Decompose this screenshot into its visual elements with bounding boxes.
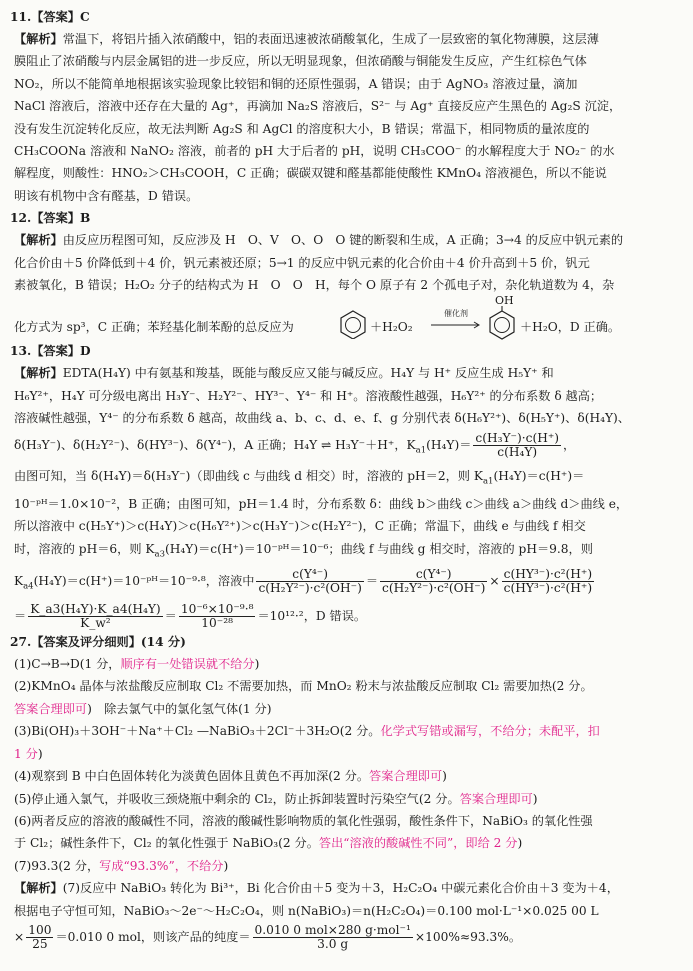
q13-line-3: 溶液碱性越强，Y⁴⁻ 的分布系数 δ 越高，故曲线 a、b、c、d、e、f、g 分别代表 δ(H₆Y²⁺)、δ(H₅Y⁺)、δ(H₄Y)、 — [14, 411, 630, 426]
q13-answer-tag: 【答案】 — [31, 344, 80, 359]
reaction-arrow-icon — [430, 321, 482, 329]
q27-analysis-1 — [10, 877, 677, 899]
q13-l5-sub: a1 — [482, 476, 494, 487]
q12-text-1: 由反应历程图可知，反应涉及 H O、V O、O O 键的断裂和生成，A 正确；3→4 的反应中钒元素的 — [62, 233, 624, 248]
q13-l4a: δ(H₃Y⁻)、δ(H₂Y²⁻)、δ(HY³⁻)、δ(Y⁴⁻)，A 正确；H₄Y ⇌ H₃Y⁻＋H⁺，K — [14, 437, 416, 452]
q12-answer-tag: 【答案】 — [31, 211, 80, 226]
q11-answer: C — [79, 10, 90, 24]
q11-line-8: 明该有机物中含有醛基，D 错误。 — [14, 188, 199, 203]
q13-l8b: (H₄Y)＝c(H⁺)＝10⁻ᵖᴴ＝10⁻⁶；曲线 f 与曲线 g 相交时，溶液的 pH＝9.8，则 — [165, 541, 593, 556]
k-product-numerator: K_a3(H₄Y)·K_a4(H₄Y) — [30, 602, 161, 617]
q11-line-1 — [10, 28, 677, 50]
dilution-numerator: 100 — [28, 922, 52, 937]
q13-line-7: 所以溶液中 c(H₅Y⁺)＞c(H₄Y)＞c(H₆Y²⁺)＞c(H₃Y⁻)＞c(H₂Y²⁻)，C 正确；常温下，曲线 e 与曲线 f 相交 — [14, 519, 586, 534]
q13-l4-sub: a1 — [415, 445, 427, 456]
q27-p1-end: ) — [254, 657, 260, 672]
q13-text-1: EDTA(H₄Y) 中有氨基和羧基，既能与酸反应又能与碱反应。H₄Y 与 H⁺ 反应生成 H₅Y⁺ 和 — [62, 366, 554, 381]
q27-number: 27. — [10, 635, 32, 650]
dilution-denominator: 25 — [32, 936, 48, 951]
q13-l9b: (H₄Y)＝c(H⁺)＝10⁻ᵖᴴ＝10⁻⁹·⁸，溶液中 — [33, 573, 255, 588]
q11-line-2: 膜阻止了浓硝酸与内层金属铝的进一步反应，所以无明显现象，但浓硝酸与铜能发生反应，产生红棕色气体 — [14, 54, 587, 69]
q27-item-1 — [10, 653, 677, 675]
q13-analysis-tag: 【解析】 — [14, 366, 63, 381]
q12-equation-line — [10, 296, 677, 340]
power-numerator: 10⁻⁶×10⁻⁹·⁸ — [180, 602, 254, 617]
q12-header — [10, 207, 677, 229]
q13-line-1 — [10, 362, 677, 384]
q27-item-2a: (2)KMnO₄ 晶体与浓盐酸反应制取 Cl₂ 不需要加热，而 MnO₂ 粉末与浓盐酸反应制取 Cl₂ 需要加热(2 分。 — [14, 679, 593, 694]
q27-item-6b — [10, 832, 677, 854]
q13-line-5 — [10, 465, 677, 493]
q27-p3b-note: 1 分 — [14, 746, 38, 761]
ratio-1-numerator: c(Y⁴⁻) — [256, 568, 363, 582]
purity-fraction — [253, 924, 413, 951]
q27-p7-end: ) — [223, 858, 229, 873]
q13-header — [10, 340, 677, 362]
question-12 — [10, 207, 677, 340]
q13-l5: 由图可知，当 δ(H₄Y)＝δ(H₃Y⁻)（即曲线 c 与曲线 d 相交）时，溶液的 pH＝2，则 K — [14, 469, 483, 484]
ratio-fraction-3 — [502, 568, 594, 595]
question-13 — [10, 340, 677, 631]
q13-answer: D — [79, 344, 91, 359]
q27-p5-note: 答案合理即可 — [459, 791, 533, 806]
power-fraction — [179, 603, 256, 630]
benzene-icon — [338, 309, 368, 339]
k-product-denominator: K_w² — [80, 616, 111, 631]
q27-analysis-2: 根据电子守恒可知，NaBiO₃～2e⁻～H₂C₂O₄，则 n(NaBiO₃)＝n(H₂C₂O₄)＝0.100 mol·L⁻¹×0.025 00 L — [14, 903, 599, 918]
q27-p5-end: ) — [532, 791, 538, 806]
q27-head: 【答案及评分细则】(14 分) — [31, 635, 186, 650]
q12-last-post: ＋H₂O，D 正确。 — [520, 320, 621, 335]
q11-line-3: NO₂，所以不能简单地根据该实验现象比较铝和铜的还原性强弱，A 错误；由于 AgNO₃ 溶液过量，滴加 — [14, 76, 578, 91]
q27-p4: (4)观察到 B 中白色固体转化为淡黄色固体且黄色不再加深(2 分。 — [14, 769, 370, 784]
dilution-fraction — [26, 924, 53, 951]
q13-l10-eq: ＝ — [14, 609, 27, 624]
phenol-icon — [486, 306, 518, 340]
q13-line-10 — [10, 601, 677, 631]
q13-l8-sub: a3 — [154, 549, 166, 560]
q13-l10-tail: ＝10¹²·²，D 错误。 — [257, 609, 367, 624]
q27-p5: (5)停止通入氯气，并吸收三颈烧瓶中剩余的 Cl₂，防止拆卸装置时污染空气(2 分。 — [14, 791, 460, 806]
ratio-2-denominator: c(H₂Y²⁻)·c²(OH⁻) — [382, 580, 486, 595]
q27-a3-times: × — [14, 929, 25, 944]
ratio-fraction-2 — [380, 568, 487, 595]
question-11 — [10, 6, 677, 207]
q11-text-1: 常温下，将铝片插入浓硝酸中，铝的表面迅速被浓硝酸氧化，生成了一层致密的氧化物薄膜，这层薄 — [62, 32, 599, 46]
ratio-3-numerator: c(HY³⁻)·c²(H⁺) — [503, 566, 593, 581]
q27-p1-note: 顺序有一处错误就不给分 — [120, 657, 255, 672]
q27-item-7 — [10, 855, 677, 877]
q13-line-4 — [10, 430, 677, 465]
q12-number: 12. — [10, 211, 32, 226]
q27-p3: (3)Bi(OH)₃＋3OH⁻＋Na⁺＋Cl₂ —NaBiO₃＋2Cl⁻＋3H₂O(2 分。 — [14, 724, 381, 739]
power-denominator: 10⁻²⁸ — [201, 616, 233, 631]
q13-l10-eq2: ＝ — [164, 609, 177, 624]
q13-line-8 — [10, 538, 677, 566]
q13-l9a: K — [14, 573, 24, 588]
q27-p2b: ) 除去氯气中的氯化氢气体(1 分) — [87, 701, 272, 716]
q13-l4c: ， — [563, 437, 576, 452]
q27-a1: (7)反应中 NaBiO₃ 转化为 Bi³⁺，Bi 化合价由＋5 变为＋3，H₂C₂O₄ 中碳元素化合价由＋3 变为＋4， — [62, 881, 619, 896]
ratio-1-denominator: c(H₂Y²⁻)·c²(OH⁻) — [258, 580, 362, 595]
q27-item-5 — [10, 788, 677, 810]
q13-number: 13. — [10, 344, 32, 359]
q13-line-2: H₆Y²⁺，H₄Y 可分级电离出 H₃Y⁻、H₂Y²⁻、HY³⁻、Y⁴⁻ 和 H⁺。溶液酸性越强，H₆Y²⁺ 的分布系数 δ 越高； — [14, 388, 603, 403]
q11-line-7: 解程度，则酸性：HNO₂＞CH₃COOH，C 正确；碳碳双键和醛基都能使酸性 KMnO₄ 溶液褪色，所以不能说 — [14, 166, 607, 181]
purity-denominator: 3.0 g — [317, 936, 349, 951]
q12-catalyst-label: 催化剂 — [444, 309, 468, 319]
q13-l8a: 时，溶液的 pH＝6，则 K — [14, 541, 155, 556]
q27-p7-note: 写成“93.3%”，不给分 — [99, 858, 224, 873]
q27-a3-mid: ＝0.010 0 mol，则该产品的纯度＝ — [55, 929, 251, 944]
q13-l4b: (H₄Y)＝ — [426, 437, 472, 452]
q27-item-3b — [10, 743, 677, 765]
q11-header — [10, 6, 677, 28]
q11-number: 11. — [10, 10, 32, 24]
q12-line-2: 化合价由＋5 价降低到＋4 价，钒元素被还原；5→1 的反应中钒元素的化合价由＋4 价升高到＋5 价，钒元 — [14, 255, 590, 270]
q11-analysis-tag: 【解析】 — [14, 32, 63, 46]
q27-p3b: ) — [37, 746, 43, 761]
purity-numerator: 0.010 0 mol×280 g·mol⁻¹ — [254, 922, 411, 937]
q13-l9-eq: ＝ — [365, 573, 379, 588]
q27-analysis-tag: 【解析】 — [14, 881, 63, 896]
q27-p1: (1)C→B→D(1 分， — [14, 657, 121, 672]
question-27 — [10, 631, 677, 952]
ratio-fraction-1 — [256, 568, 363, 595]
q27-p6-end: ) — [517, 836, 523, 851]
q11-answer-tag: 【答案】 — [31, 10, 80, 24]
ka1-numerator: c(H₃Y⁻)·c(H⁺) — [475, 430, 560, 445]
q11-line-6: CH₃COONa 溶液和 NaNO₂ 溶液，前者的 pH 大于后者的 pH，说明 CH₃COO⁻ 的水解程度大于 NO₂⁻ 的水 — [14, 144, 615, 159]
ratio-3-denominator: c(HY³⁻)·c²(H⁺) — [503, 580, 593, 595]
q27-a3-tail: ×100%≈93.3%。 — [414, 929, 522, 944]
q27-p6b: 于 Cl₂；碱性条件下，Cl₂ 的氧化性强于 NaBiO₃(2 分。 — [14, 836, 319, 851]
ratio-2-numerator: c(Y⁴⁻) — [380, 568, 487, 582]
q13-l9-sub: a4 — [23, 581, 34, 592]
q11-line-5: 没有发生沉淀转化反应，故无法判断 Ag₂S 和 AgCl 的溶度积大小，B 错误；常温下，相同物质的量浓度的 — [14, 121, 590, 136]
q13-line-6: 10⁻ᵖᴴ＝1.0×10⁻²，B 正确；由图可知，pH＝1.4 时，分布系数 δ：曲线 b＞曲线 c＞曲线 a＞曲线 d＞曲线 e， — [14, 496, 629, 511]
k-product-fraction — [28, 603, 162, 630]
ka1-fraction — [473, 432, 561, 459]
q12-last-pre: 化方式为 sp³，C 正确；苯羟基化制苯酚的总反应为 — [14, 320, 294, 335]
q12-answer: B — [79, 211, 91, 226]
q27-item-2b — [10, 698, 677, 720]
q27-p6-note: 答出“溶液的酸碱性不同”，即给 2 分 — [318, 836, 518, 851]
q27-p4-end: ) — [442, 769, 447, 784]
q27-p3-note: 化学式写错或漏写，不给分；未配平，扣 — [380, 724, 600, 739]
q13-l5b: (H₄Y)＝c(H⁺)＝ — [493, 469, 585, 484]
q13-line-9 — [10, 566, 677, 601]
q11-line-4: NaCl 溶液后，溶液中还存在大量的 Ag⁺，再滴加 Na₂S 溶液后，S²⁻ 与 Ag⁺ 直接反应产生黑色的 Ag₂S 沉淀， — [14, 99, 622, 114]
q27-item-4 — [10, 765, 677, 787]
q12-analysis-tag: 【解析】 — [14, 233, 63, 248]
q12-oh-label: OH — [495, 294, 514, 308]
q12-line-3: 素被氧化，B 错误；H₂O₂ 分子的结构式为 H O O H，每个 O 原子有 2 个孤电子对，杂化轨道数为 4，杂 — [14, 278, 615, 293]
q27-analysis-3 — [10, 922, 677, 952]
q12-last-plus: ＋H₂O₂ — [370, 320, 413, 335]
ka1-denominator: c(H₄Y) — [497, 444, 538, 459]
q27-item-6a: (6)两者反应的溶液的酸碱性不同，溶液的酸碱性影响物质的氧化性强弱，酸性条件下，NaBiO₃ 的氧化性强 — [14, 813, 593, 828]
q12-line-1 — [10, 229, 677, 251]
q27-p2-note: 答案合理即可 — [14, 701, 88, 716]
q27-header — [10, 631, 677, 653]
q27-p4-note: 答案合理即可 — [369, 769, 443, 784]
q27-item-3 — [10, 720, 677, 742]
q27-p7: (7)93.3(2 分， — [14, 858, 100, 873]
q13-l9-times: × — [489, 573, 500, 588]
